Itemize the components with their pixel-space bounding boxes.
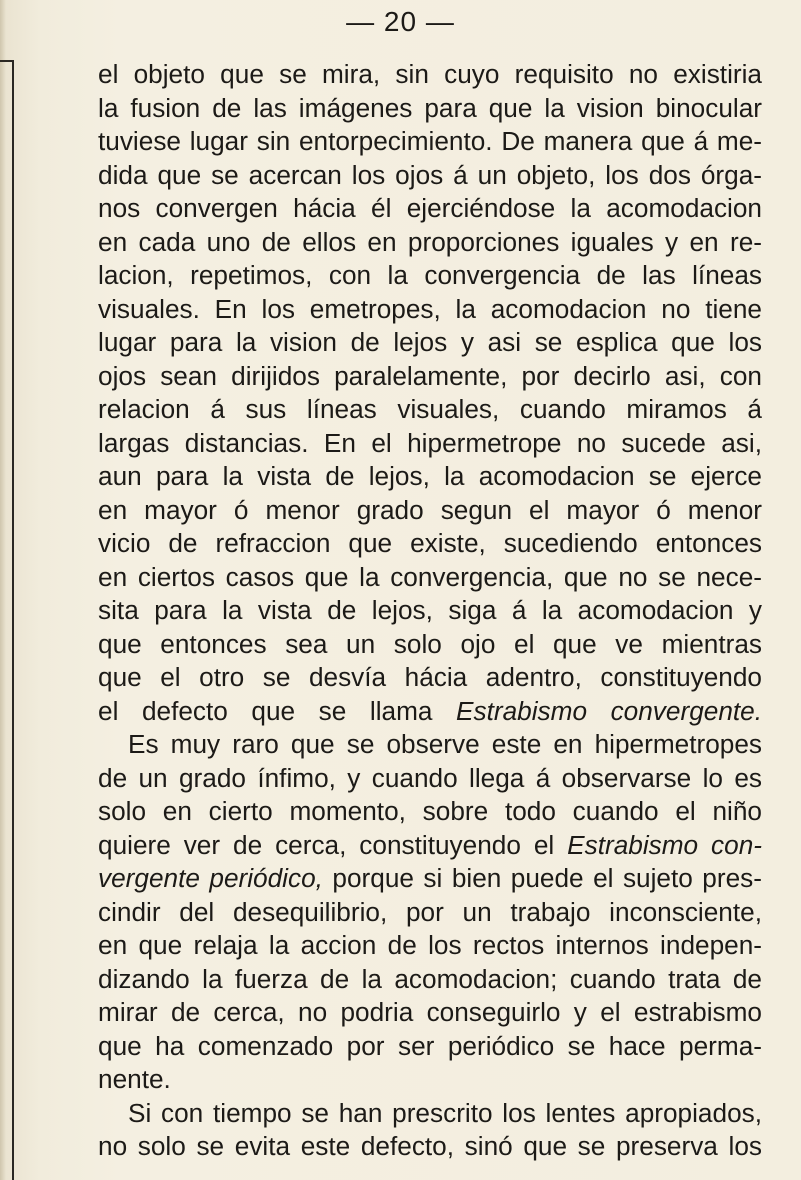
text-line: nos convergen hácia él ejerciéndose la acomodacion (98, 193, 762, 223)
page-edge-rule (0, 60, 14, 1180)
italic-term: Estrabismo convergente. (456, 695, 762, 726)
text-run: quiere ver de cerca, constituyendo el (98, 829, 568, 860)
text-line: en que relaja la accion de los rectos internos indepen- (98, 930, 762, 960)
text-line: lacion, repetimos, con la convergencia de las líneas (98, 260, 762, 290)
text-line: en cada uno de ellos en proporciones iguales y en re- (98, 226, 762, 257)
text-line: tuviese lugar sin entorpecimiento. De manera que á me- (98, 126, 762, 156)
text-line: de un grado ínfimo, y cuando llega á observarse lo es (98, 762, 762, 793)
text-line: ojos sean dirijidos paralelamente, por decirlo asi, con (98, 360, 762, 391)
text-line (98, 829, 762, 863)
body-text (98, 58, 762, 1164)
text-line: que ha comenzado por ser periódico se hace perma- (98, 1030, 762, 1061)
text-line (98, 695, 762, 729)
text-line: dida que se acercan los ojos á un objeto, los dos órga- (98, 159, 762, 190)
text-line: en mayor ó menor grado segun el mayor ó menor (98, 494, 762, 525)
text-line: visuales. En los emetropes, la acomodacion no tiene (98, 293, 762, 324)
italic-term: Estrabismo con- (567, 829, 762, 860)
text-line: no solo se evita este defecto, sinó que se preserva los (98, 1131, 762, 1161)
text-line: que entonces sea un solo ojo el que ve mientras (98, 628, 762, 659)
text-line: la fusion de las imágenes para que la vision binocular (98, 92, 762, 123)
text-run: porque si bien puede el sujeto pres- (322, 863, 762, 893)
text-line: mirar de cerca, no podria conseguirlo y el estrabismo (98, 997, 762, 1027)
text-line: largas distancias. En el hipermetrope no sucede asi, (98, 427, 762, 458)
text-line: aun para la vista de lejos, la acomodacion se ejerce (98, 461, 762, 491)
page-number: — 20 — (346, 6, 455, 37)
text-line: Es muy raro que se observe este en hipermetropes (128, 729, 762, 759)
text-line: nente. (98, 1064, 171, 1094)
text-line: cindir del desequilibrio, por un trabajo inconsciente, (98, 896, 762, 927)
text-line: en ciertos casos que la convergencia, que no se nece- (98, 561, 762, 592)
text-line: lugar para la vision de lejos y asi se esplica que los (98, 327, 762, 357)
text-line: solo en cierto momento, sobre todo cuando el niño (98, 796, 762, 826)
text-line: dizando la fuerza de la acomodacion; cuando trata de (98, 963, 762, 994)
text-line: el objeto que se mira, sin cuyo requisito no existiria (98, 59, 762, 89)
text-line: Si con tiempo se han prescrito los lentes apropiados, (128, 1097, 762, 1128)
italic-term: vergente periódico, (98, 863, 323, 893)
text-line: que el otro se desvía hácia adentro, constituyendo (98, 662, 762, 692)
text-line: relacion á sus líneas visuales, cuando miramos á (98, 394, 762, 424)
text-run: el defecto que se llama (98, 695, 457, 726)
text-line: vicio de refraccion que existe, sucediendo entonces (98, 528, 762, 558)
text-line (98, 862, 762, 896)
text-line: sita para la vista de lejos, siga á la acomodacion y (98, 595, 762, 625)
